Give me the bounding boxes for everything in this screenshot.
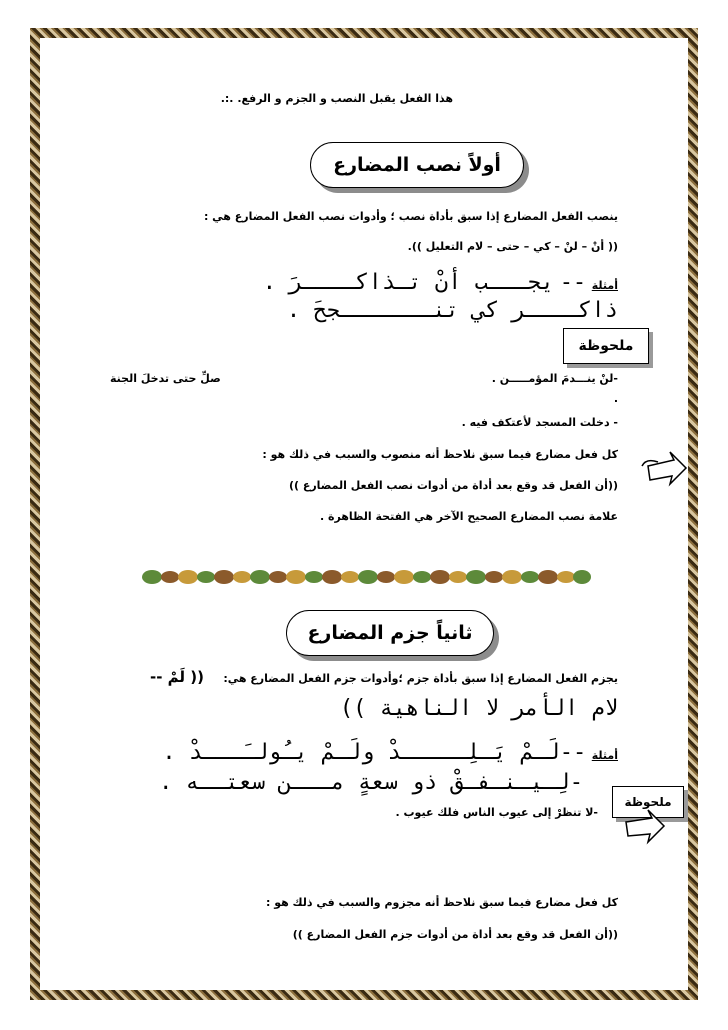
note-banner-1 bbox=[563, 328, 649, 364]
section1-line-b: - دخلت المسجد لأعتكف فيه . bbox=[461, 416, 618, 429]
s2-example1-text: --لَـمْ يَـلِـــــدْ ولَـمْ يـُولـَـــدْ . bbox=[162, 740, 587, 765]
examples-label-2: أمثلة bbox=[591, 749, 618, 762]
section2-example2: -لِـيـنـفـقْ ذو سعةٍ مـــن سعتــه . bbox=[159, 770, 583, 795]
section1-title-text: أولاً نصب المضارع bbox=[333, 154, 501, 176]
section2-title-text: ثانياً جزم المضارع bbox=[307, 622, 473, 644]
section2-tools-start: (( لَمْ -- bbox=[150, 668, 205, 686]
section1-line-a-right: -لنْ ينـــدمَ المؤمـــــن . bbox=[491, 372, 618, 385]
section1-example1 bbox=[263, 270, 618, 295]
section2-note-text: -لا تنظرْ إلى عيوب الناس فلك عيوب . bbox=[395, 806, 598, 819]
section1-line-a-left: صلِّ حتى تدخلَ الجنة bbox=[110, 372, 221, 385]
example1-text: يجـــب أنْ تـذاكــــرَ . bbox=[262, 270, 555, 295]
section2-line-c: كل فعل مضارع فيما سبق نلاحظ أنه مجزوم والسبب في ذلك هو : bbox=[265, 896, 618, 909]
section2-example1 bbox=[162, 740, 618, 765]
section1-rule: ينصب الفعل المضارع إذا سبق بأداة نصب ؛ وأدوات نصب الفعل المضارع هي : bbox=[203, 210, 618, 223]
section1-tools: (( أنْ – لنْ – كي – حتى – لام التعليل )). bbox=[407, 240, 618, 253]
curved-arrow-icon bbox=[640, 448, 688, 492]
section1-line-c: كل فعل مضارع فيما سبق نلاحظ أنه منصوب والسبب في ذلك هو : bbox=[262, 448, 618, 461]
stray-dot: . bbox=[613, 392, 618, 405]
examples-label: أمثلة bbox=[591, 279, 618, 292]
curved-arrow-icon bbox=[620, 808, 666, 848]
leaf-divider bbox=[140, 566, 592, 588]
example1-prefix: -- bbox=[559, 270, 587, 295]
section1-title bbox=[310, 142, 524, 188]
section2-tools-end: لام الأمر لا الناهية )) bbox=[339, 696, 618, 721]
note-banner-1-text: ملحوظة bbox=[578, 338, 634, 354]
section1-line-e: علامة نصب المضارع الصحيح الآخر هي الفتحة الظاهرة . bbox=[319, 510, 618, 523]
intro-marker: .:. bbox=[220, 92, 234, 105]
note-banner-2-text: ملحوظة bbox=[624, 795, 672, 809]
intro-line bbox=[221, 92, 453, 105]
section1-line-d: ((أن الفعل قد وقع بعد أداة من أدوات نصب الفعل المضارع )) bbox=[288, 479, 618, 492]
section1-example2: ذاكــــر كي تنـــــــجحَ . bbox=[286, 298, 618, 323]
intro-text: هذا الفعل يقبل النصب و الجزم و الرفع. bbox=[237, 92, 453, 105]
section2-line-d: ((أن الفعل قد وقع بعد أداة من أدوات جزم الفعل المضارع )) bbox=[292, 928, 618, 941]
section2-rule: يجزم الفعل المضارع إذا سبق بأداة جزم ؛وأدوات جزم الفعل المضارع هي: bbox=[223, 672, 618, 685]
section2-title bbox=[286, 610, 494, 656]
